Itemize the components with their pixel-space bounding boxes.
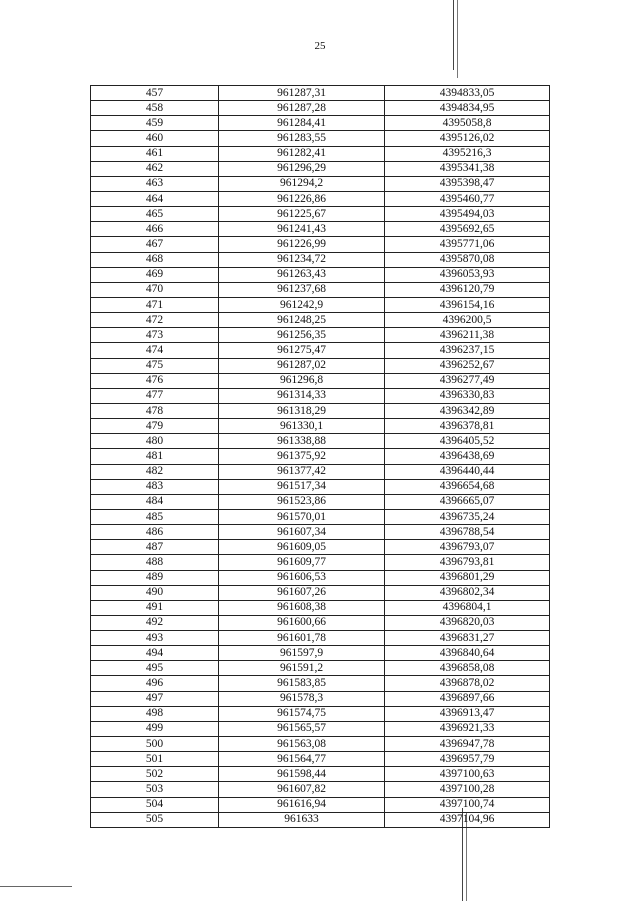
y-coordinate-cell: 4396793,07: [385, 540, 550, 555]
y-coordinate-cell: 4396438,69: [385, 449, 550, 464]
y-coordinate-cell: 4396053,93: [385, 267, 550, 282]
table-row: [91, 328, 550, 343]
point-number-cell: 475: [91, 358, 219, 373]
table-row: [91, 691, 550, 706]
x-coordinate-cell: 961287,31: [219, 86, 385, 101]
y-coordinate-cell: 4394833,05: [385, 86, 550, 101]
table-row: [91, 101, 550, 116]
x-coordinate-cell: 961318,29: [219, 403, 385, 418]
y-coordinate-cell: 4396654,68: [385, 479, 550, 494]
y-coordinate-cell: 4396878,02: [385, 676, 550, 691]
y-coordinate-cell: 4396831,27: [385, 631, 550, 646]
y-coordinate-cell: 4396330,83: [385, 388, 550, 403]
x-coordinate-cell: 961296,8: [219, 373, 385, 388]
point-number-cell: 457: [91, 86, 219, 101]
point-number-cell: 492: [91, 615, 219, 630]
point-number-cell: 500: [91, 737, 219, 752]
point-number-cell: 496: [91, 676, 219, 691]
x-coordinate-cell: 961598,44: [219, 767, 385, 782]
point-number-cell: 493: [91, 631, 219, 646]
table-row: [91, 752, 550, 767]
point-number-cell: 495: [91, 661, 219, 676]
point-number-cell: 484: [91, 494, 219, 509]
table-row: [91, 767, 550, 782]
x-coordinate-cell: 961225,67: [219, 207, 385, 222]
x-coordinate-cell: 961600,66: [219, 615, 385, 630]
y-coordinate-cell: 4396342,89: [385, 403, 550, 418]
y-coordinate-cell: 4395692,65: [385, 222, 550, 237]
point-number-cell: 465: [91, 207, 219, 222]
footnote-separator: [0, 886, 72, 887]
table-row: [91, 86, 550, 101]
x-coordinate-cell: 961282,41: [219, 146, 385, 161]
table-row: [91, 252, 550, 267]
y-coordinate-cell: 4394834,95: [385, 101, 550, 116]
x-coordinate-cell: 961256,35: [219, 328, 385, 343]
y-coordinate-cell: 4396252,67: [385, 358, 550, 373]
y-coordinate-cell: 4396802,34: [385, 585, 550, 600]
table-row: [91, 449, 550, 464]
table-row: [91, 434, 550, 449]
point-number-cell: 494: [91, 646, 219, 661]
table-row: [91, 464, 550, 479]
table-row: [91, 313, 550, 328]
x-coordinate-cell: 961574,75: [219, 706, 385, 721]
x-coordinate-cell: 961287,28: [219, 101, 385, 116]
point-number-cell: 479: [91, 419, 219, 434]
x-coordinate-cell: 961284,41: [219, 116, 385, 131]
table-row: [91, 131, 550, 146]
table-row: [91, 282, 550, 297]
x-coordinate-cell: 961583,85: [219, 676, 385, 691]
y-coordinate-cell: 4395216,3: [385, 146, 550, 161]
y-coordinate-cell: 4396804,1: [385, 600, 550, 615]
table-row: [91, 267, 550, 282]
x-coordinate-cell: 961517,34: [219, 479, 385, 494]
x-coordinate-cell: 961242,9: [219, 297, 385, 312]
point-number-cell: 483: [91, 479, 219, 494]
x-coordinate-cell: 961606,53: [219, 570, 385, 585]
table-row: [91, 207, 550, 222]
y-coordinate-cell: 4397100,74: [385, 797, 550, 812]
point-number-cell: 470: [91, 282, 219, 297]
y-coordinate-cell: 4395341,38: [385, 161, 550, 176]
point-number-cell: 466: [91, 222, 219, 237]
point-number-cell: 463: [91, 176, 219, 191]
point-number-cell: 497: [91, 691, 219, 706]
point-number-cell: 501: [91, 752, 219, 767]
x-coordinate-cell: 961330,1: [219, 419, 385, 434]
table-row: [91, 297, 550, 312]
y-coordinate-cell: 4396211,38: [385, 328, 550, 343]
table-row: [91, 676, 550, 691]
x-coordinate-cell: 961263,43: [219, 267, 385, 282]
point-number-cell: 461: [91, 146, 219, 161]
x-coordinate-cell: 961564,77: [219, 752, 385, 767]
y-coordinate-cell: 4397100,63: [385, 767, 550, 782]
y-coordinate-cell: 4396440,44: [385, 464, 550, 479]
y-coordinate-cell: 4397104,96: [385, 812, 550, 827]
point-number-cell: 477: [91, 388, 219, 403]
coordinates-table: [90, 85, 550, 828]
x-coordinate-cell: 961608,38: [219, 600, 385, 615]
table-row: [91, 237, 550, 252]
y-coordinate-cell: 4396665,07: [385, 494, 550, 509]
table-row: [91, 222, 550, 237]
x-coordinate-cell: 961237,68: [219, 282, 385, 297]
y-coordinate-cell: 4396735,24: [385, 509, 550, 524]
point-number-cell: 459: [91, 116, 219, 131]
point-number-cell: 502: [91, 767, 219, 782]
point-number-cell: 464: [91, 191, 219, 206]
point-number-cell: 462: [91, 161, 219, 176]
table-row: [91, 661, 550, 676]
y-coordinate-cell: 4395126,02: [385, 131, 550, 146]
x-coordinate-cell: 961609,05: [219, 540, 385, 555]
table-row: [91, 570, 550, 585]
x-coordinate-cell: 961377,42: [219, 464, 385, 479]
x-coordinate-cell: 961226,86: [219, 191, 385, 206]
table-row: [91, 176, 550, 191]
binding-line: [453, 0, 454, 70]
y-coordinate-cell: 4397100,28: [385, 782, 550, 797]
point-number-cell: 481: [91, 449, 219, 464]
y-coordinate-cell: 4396913,47: [385, 706, 550, 721]
binding-line: [457, 0, 458, 78]
y-coordinate-cell: 4395398,47: [385, 176, 550, 191]
table-row: [91, 585, 550, 600]
x-coordinate-cell: 961597,9: [219, 646, 385, 661]
table-row: [91, 419, 550, 434]
x-coordinate-cell: 961591,2: [219, 661, 385, 676]
x-coordinate-cell: 961314,33: [219, 388, 385, 403]
y-coordinate-cell: 4395058,8: [385, 116, 550, 131]
x-coordinate-cell: 961633: [219, 812, 385, 827]
table-row: [91, 721, 550, 736]
table-row: [91, 146, 550, 161]
y-coordinate-cell: 4396154,16: [385, 297, 550, 312]
y-coordinate-cell: 4396947,78: [385, 737, 550, 752]
coordinates-table-body: [91, 86, 550, 828]
y-coordinate-cell: 4396793,81: [385, 555, 550, 570]
y-coordinate-cell: 4396820,03: [385, 615, 550, 630]
table-row: [91, 388, 550, 403]
y-coordinate-cell: 4396277,49: [385, 373, 550, 388]
table-row: [91, 116, 550, 131]
y-coordinate-cell: 4396120,79: [385, 282, 550, 297]
y-coordinate-cell: 4395870,08: [385, 252, 550, 267]
table-row: [91, 494, 550, 509]
table-row: [91, 191, 550, 206]
table-row: [91, 373, 550, 388]
table-row: [91, 161, 550, 176]
point-number-cell: 473: [91, 328, 219, 343]
table-row: [91, 737, 550, 752]
table-row: [91, 525, 550, 540]
y-coordinate-cell: 4396200,5: [385, 313, 550, 328]
x-coordinate-cell: 961294,2: [219, 176, 385, 191]
x-coordinate-cell: 961578,3: [219, 691, 385, 706]
x-coordinate-cell: 961275,47: [219, 343, 385, 358]
table-row: [91, 358, 550, 373]
x-coordinate-cell: 961616,94: [219, 797, 385, 812]
point-number-cell: 491: [91, 600, 219, 615]
point-number-cell: 469: [91, 267, 219, 282]
table-row: [91, 631, 550, 646]
table-row: [91, 540, 550, 555]
point-number-cell: 471: [91, 297, 219, 312]
y-coordinate-cell: 4395460,77: [385, 191, 550, 206]
x-coordinate-cell: 961607,26: [219, 585, 385, 600]
point-number-cell: 468: [91, 252, 219, 267]
table-row: [91, 403, 550, 418]
point-number-cell: 485: [91, 509, 219, 524]
point-number-cell: 503: [91, 782, 219, 797]
table-row: [91, 600, 550, 615]
point-number-cell: 488: [91, 555, 219, 570]
x-coordinate-cell: 961563,08: [219, 737, 385, 752]
x-coordinate-cell: 961241,43: [219, 222, 385, 237]
point-number-cell: 487: [91, 540, 219, 555]
y-coordinate-cell: 4396897,66: [385, 691, 550, 706]
x-coordinate-cell: 961234,72: [219, 252, 385, 267]
point-number-cell: 478: [91, 403, 219, 418]
table-row: [91, 479, 550, 494]
x-coordinate-cell: 961283,55: [219, 131, 385, 146]
x-coordinate-cell: 961601,78: [219, 631, 385, 646]
x-coordinate-cell: 961609,77: [219, 555, 385, 570]
table-row: [91, 343, 550, 358]
y-coordinate-cell: 4396858,08: [385, 661, 550, 676]
y-coordinate-cell: 4395494,03: [385, 207, 550, 222]
point-number-cell: 472: [91, 313, 219, 328]
y-coordinate-cell: 4396801,29: [385, 570, 550, 585]
point-number-cell: 458: [91, 101, 219, 116]
x-coordinate-cell: 961607,82: [219, 782, 385, 797]
table-row: [91, 782, 550, 797]
point-number-cell: 467: [91, 237, 219, 252]
y-coordinate-cell: 4396788,54: [385, 525, 550, 540]
x-coordinate-cell: 961523,86: [219, 494, 385, 509]
x-coordinate-cell: 961226,99: [219, 237, 385, 252]
table-row: [91, 706, 550, 721]
x-coordinate-cell: 961570,01: [219, 509, 385, 524]
table-row: [91, 812, 550, 827]
y-coordinate-cell: 4396840,64: [385, 646, 550, 661]
page-number: 25: [314, 40, 326, 52]
table-row: [91, 646, 550, 661]
y-coordinate-cell: 4396237,15: [385, 343, 550, 358]
x-coordinate-cell: 961607,34: [219, 525, 385, 540]
table-row: [91, 509, 550, 524]
point-number-cell: 486: [91, 525, 219, 540]
x-coordinate-cell: 961338,88: [219, 434, 385, 449]
x-coordinate-cell: 961296,29: [219, 161, 385, 176]
y-coordinate-cell: 4396405,52: [385, 434, 550, 449]
table-row: [91, 797, 550, 812]
x-coordinate-cell: 961375,92: [219, 449, 385, 464]
y-coordinate-cell: 4396921,33: [385, 721, 550, 736]
point-number-cell: 460: [91, 131, 219, 146]
table-row: [91, 555, 550, 570]
x-coordinate-cell: 961565,57: [219, 721, 385, 736]
point-number-cell: 505: [91, 812, 219, 827]
point-number-cell: 480: [91, 434, 219, 449]
y-coordinate-cell: 4395771,06: [385, 237, 550, 252]
point-number-cell: 476: [91, 373, 219, 388]
point-number-cell: 490: [91, 585, 219, 600]
table-row: [91, 615, 550, 630]
y-coordinate-cell: 4396378,81: [385, 419, 550, 434]
point-number-cell: 474: [91, 343, 219, 358]
point-number-cell: 498: [91, 706, 219, 721]
point-number-cell: 489: [91, 570, 219, 585]
y-coordinate-cell: 4396957,79: [385, 752, 550, 767]
point-number-cell: 482: [91, 464, 219, 479]
x-coordinate-cell: 961287,02: [219, 358, 385, 373]
point-number-cell: 499: [91, 721, 219, 736]
x-coordinate-cell: 961248,25: [219, 313, 385, 328]
point-number-cell: 504: [91, 797, 219, 812]
